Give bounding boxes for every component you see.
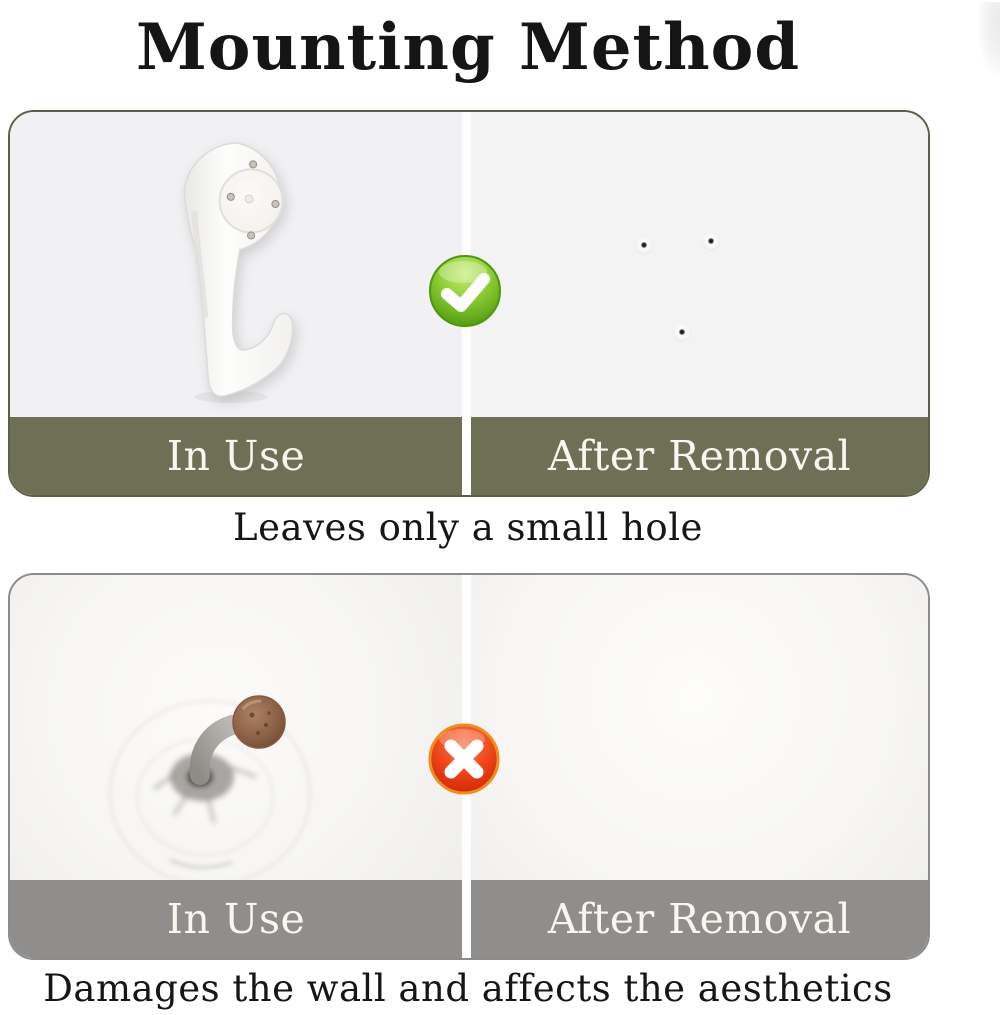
pin-hole: [703, 233, 719, 249]
pin-hole: [674, 324, 690, 340]
column-label-in-use: In Use: [166, 432, 306, 480]
hook-in-use-photo: [10, 112, 462, 417]
column-label-in-use: In Use: [166, 895, 306, 943]
comparison-card-hook: [8, 110, 930, 497]
nail-in-use-photo: [10, 575, 462, 880]
wall-hook-image: [180, 140, 310, 404]
page-title: Mounting Method: [135, 10, 801, 85]
hook-caption: Leaves only a small hole: [233, 506, 703, 549]
partial-product-photo: [978, 2, 1000, 74]
check-icon: [428, 254, 502, 328]
nail-caption: Damages the wall and affects the aesthetics: [43, 967, 893, 1010]
pin-hole: [636, 237, 652, 253]
column-label-after-removal: After Removal: [547, 895, 852, 943]
wall-after-nail-removal-photo: [462, 575, 928, 880]
cross-icon: [427, 722, 501, 796]
comparison-card-nail: [8, 573, 930, 960]
nail-head: [233, 696, 285, 748]
column-label-after-removal: After Removal: [547, 432, 852, 480]
wall-after-hook-removal-photo: [462, 112, 928, 417]
